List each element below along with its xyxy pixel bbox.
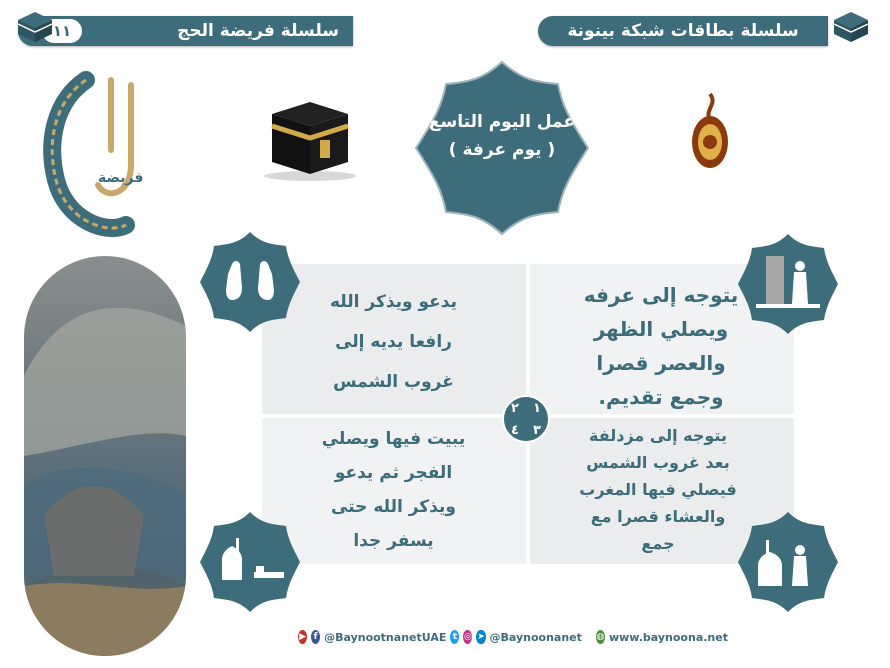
social-footer bbox=[298, 626, 728, 648]
handle-uae[interactable]: @BaynootnanetUAE bbox=[324, 630, 447, 644]
arafat-standing-medallion bbox=[736, 232, 840, 336]
kaaba-image bbox=[262, 96, 358, 182]
step-numbers-badge bbox=[502, 395, 550, 443]
handle-net[interactable]: @Baynoonanet bbox=[489, 630, 582, 644]
mount-arafat-photo bbox=[24, 256, 186, 656]
series-title-network bbox=[538, 16, 828, 46]
card-number-badge: ١١ bbox=[42, 19, 82, 43]
series-title-hajj bbox=[18, 16, 353, 46]
website-link[interactable]: www.baynoona.net bbox=[608, 630, 728, 644]
step-text-4: يبيت فيها ويصلي الفجر ثم يدعو ويذكر الله حتى يسفر جدا bbox=[321, 429, 466, 551]
youtube-icon[interactable]: ▶ bbox=[299, 632, 306, 642]
baynoona-logo bbox=[690, 90, 730, 172]
instagram-icon[interactable]: ◎ bbox=[464, 632, 472, 642]
facebook-icon[interactable]: f bbox=[311, 630, 320, 644]
raised-hands-medallion bbox=[198, 230, 302, 334]
day-title-line1: عمل اليوم التاسع bbox=[428, 112, 576, 132]
step-text-1: يتوجه إلى عرفه ويصلي الظهر والعصر قصرا وجمع تقديم. bbox=[583, 283, 739, 409]
day-title-badge bbox=[412, 58, 592, 238]
day-title-line2: ( يوم عرفة ) bbox=[448, 140, 556, 160]
step-text-2: يدعو ويذكر الله رافعا يديه إلى غروب الشمس bbox=[329, 292, 457, 392]
kaaba-icon bbox=[832, 10, 870, 44]
twitter-icon[interactable]: t bbox=[450, 630, 459, 644]
step-number-1: ١ bbox=[533, 400, 541, 416]
network-title-text: سلسلة بطاقات شبكة بينونة bbox=[567, 21, 799, 41]
telegram-icon[interactable]: ➤ bbox=[477, 632, 485, 642]
hajj-logo bbox=[36, 70, 168, 240]
mosque-prayer-medallion bbox=[736, 510, 840, 614]
hajj-logo-sub: فريضة bbox=[98, 170, 144, 186]
series-title-text: سلسلة فريضة الحج bbox=[177, 21, 339, 41]
globe-icon[interactable]: ◍ bbox=[596, 632, 605, 642]
muzdalifah-sleep-medallion bbox=[198, 510, 302, 614]
step-number-3: ٣ bbox=[533, 422, 541, 438]
step-text-3: يتوجه إلى مزدلفة بعد غروب الشمس فيصلي فيها المغرب والعشاء قصرا مع جمع bbox=[579, 426, 737, 553]
step-number-4: ٤ bbox=[511, 422, 519, 438]
kaaba-icon bbox=[16, 10, 54, 44]
step-number-2: ٢ bbox=[511, 400, 519, 416]
